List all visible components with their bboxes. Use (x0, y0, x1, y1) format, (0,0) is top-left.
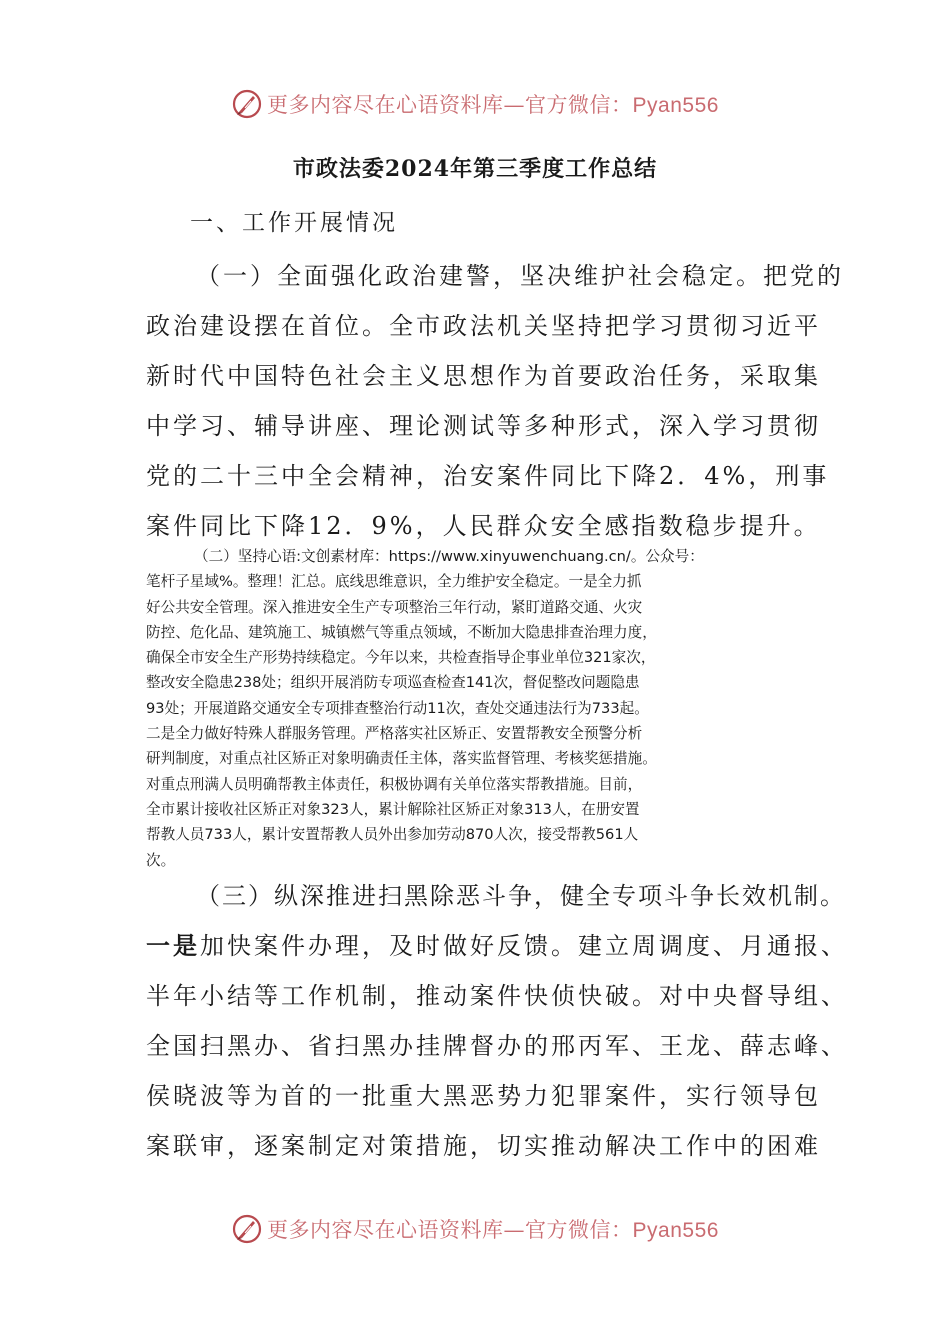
para2-line: 二是全力做好特殊人群服务管理。严格落实社区矫正、安置帮教安全预警分析 (146, 725, 643, 743)
para3-line: （三）纵深推进扫黑除恶斗争，健全专项斗争长效机制。 (196, 882, 846, 910)
para1-line: 新时代中国特色社会主义思想作为首要政治任务，采取集 (146, 362, 821, 390)
para2-line: （二）坚持心语:文创素材库：https://www.xinyuwenchuang.cn/。公众号： (194, 548, 704, 565)
para2-line: 93处；开展道路交通安全专项排查整治行动11次，查处交通违法行为733起。 (146, 699, 649, 717)
footer-banner (0, 1203, 950, 1255)
para2-line: 次。 (146, 851, 176, 869)
header-banner (0, 78, 950, 130)
para3-lead: 一是 (146, 931, 200, 960)
para2-line: 防控、危化品、建筑施工、城镇燃气等重点领域，不断加大隐患排查治理力度， (146, 623, 657, 641)
para3-line: 半年小结等工作机制，推动案件快侦快破。对中央督导组、 (146, 982, 848, 1010)
para3-line: 全国扫黑办、省扫黑办挂牌督办的邢丙军、王龙、薛志峰、 (146, 1032, 848, 1060)
header-banner-text: 更多内容尽在心语资料库—官方微信：Pyan556 (267, 93, 719, 117)
para1-line: 政治建设摆在首位。全市政法机关坚持把学习贯彻习近平 (146, 312, 821, 340)
para2-line: 全市累计接收社区矫正对象323人，累计解除社区矫正对象313人，在册安置 (146, 800, 640, 818)
para2-line: 确保全市安全生产形势持续稳定。今年以来，共检查指导企事业单位321家次， (146, 649, 656, 667)
para3-line: 侯晓波等为首的一批重大黑恶势力犯罪案件，实行领导包 (146, 1082, 821, 1110)
para1-line: 案件同比下降12．9%，人民群众安全感指数稳步提升。 (146, 512, 821, 540)
document-title: 市政法委2024年第三季度工作总结 (292, 156, 658, 182)
para2-line: 整改安全隐患238处；组织开展消防专项巡查检查141次，督促整改问题隐患 (146, 674, 640, 692)
para3-line: 案联审，逐案制定对策措施，切实推动解决工作中的困难 (146, 1132, 821, 1160)
para2-block (146, 544, 806, 873)
para1-line: 中学习、辅导讲座、理论测试等多种形式，深入学习贯彻 (146, 412, 821, 440)
para2-line: 研判制度，对重点社区矫正对象明确责任主体，落实监督管理、考核奖惩措施。 (146, 750, 657, 768)
quill-logo-icon (231, 1213, 263, 1245)
para1-line: 党的二十三中全会精神，治安案件同比下降2．4%，刑事 (146, 462, 830, 490)
footer-banner-text: 更多内容尽在心语资料库—官方微信：Pyan556 (267, 1218, 719, 1242)
para3-line (146, 926, 848, 961)
para2-line: 好公共安全管理。深入推进安全生产专项整治三年行动，紧盯道路交通、火灾 (146, 598, 643, 616)
para3-line-rest: 加快案件办理，及时做好反馈。建立周调度、月通报、 (200, 932, 848, 960)
para2-line: 帮教人员733人，累计安置帮教人员外出参加劳动870人次，接受帮教561人 (146, 826, 639, 844)
para2-line: 对重点刑满人员明确帮教主体责任，积极协调有关单位落实帮教措施。目前， (146, 775, 643, 793)
section-heading: 一、工作开展情况 (190, 210, 398, 236)
para1-line: （一）全面强化政治建警，坚决维护社会稳定。把党的 (196, 262, 844, 290)
quill-logo-icon (231, 88, 263, 120)
para2-line: 笔杆子星域%。整理！汇总。底线思维意识，全力维护安全稳定。一是全力抓 (146, 573, 642, 591)
